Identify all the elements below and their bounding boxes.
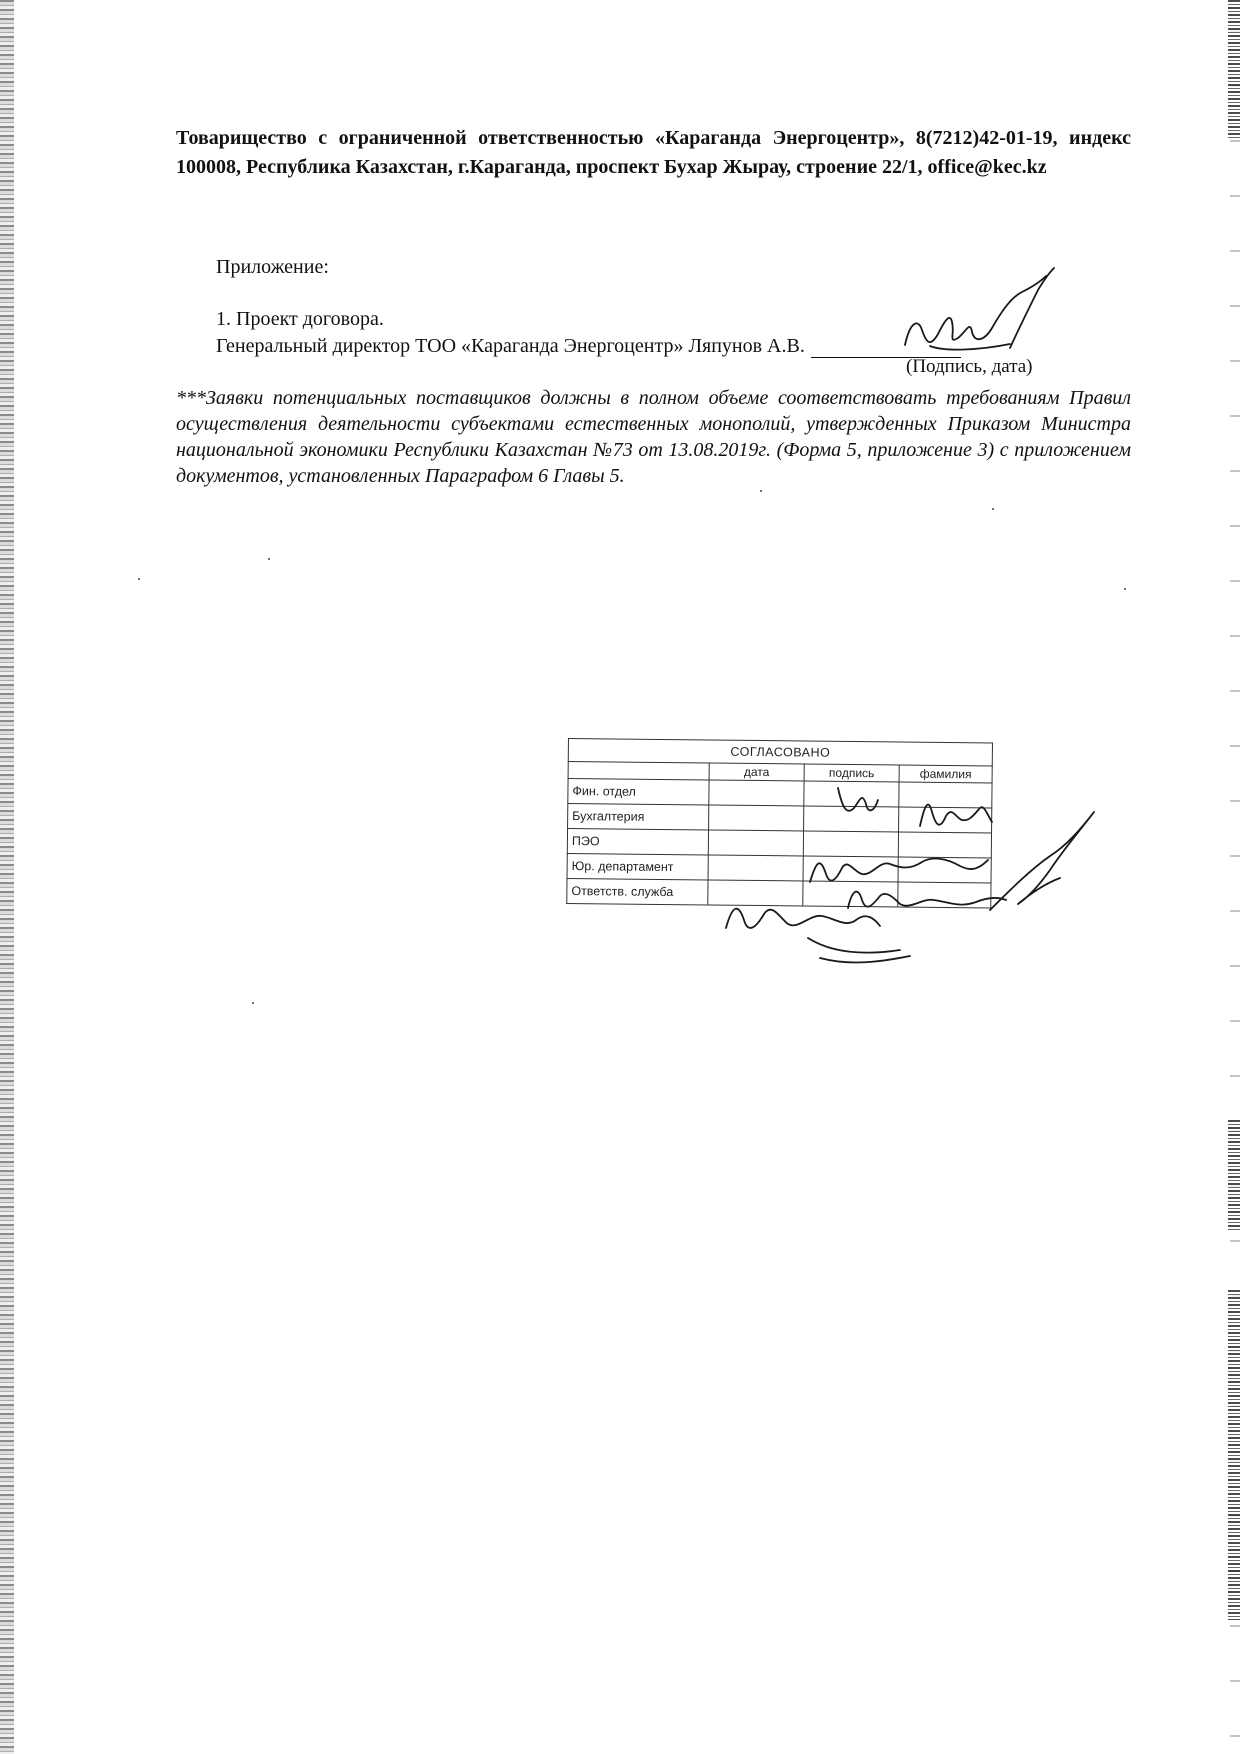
approval-cell [803,831,898,857]
approval-cell [899,807,992,833]
scan-speck [760,490,762,492]
approval-cell [708,880,803,906]
approval-cell [709,805,804,831]
scan-barcode-top [1228,0,1240,140]
approval-row-label: Юр. департамент [567,853,708,879]
scan-barcode-mid [1228,1120,1240,1230]
responsible-signature [726,909,880,928]
scan-speck [1124,588,1126,590]
approval-row-label: Фин. отдел [568,779,709,805]
responsible-signature-under [820,956,910,962]
approval-cell [803,856,898,882]
approval-cell [709,780,804,806]
approval-cell [804,781,899,807]
requirements-note: ***Заявки потенциальных поставщиков должны в полном объеме соответствовать требованиям Правил осуществления деятельности субъектами естественных монополий, утвержденных Приказом Министра национальной экономики Республики Казахстан №73 от 13.08.2019г. (Форма 5, приложение 3) с приложением документов, установленных Параграфом 6 Главы 5. [176,387,1131,487]
approval-cell [898,882,991,908]
director-signature-line [216,335,961,358]
company-header: Товарищество с ограниченной ответственностью «Караганда Энергоцентр», 8(7212)42-01-19, индекс 100008, Республика Казахстан, г.Караганда, проспект Бухар Жырау, строение 22/1, office@kec.kz [176,127,1131,178]
signature-caption: (Подпись, дата) [906,356,1033,377]
director-name: Генеральный директор ТОО «Караганда Энергоцентр» Ляпунов А.В. [216,335,805,357]
approval-cell [708,855,803,881]
attachment-item: 1. Проект договора. [216,308,384,330]
approval-title: СОГЛАСОВАНО [568,739,992,766]
approval-col-date: дата [709,763,804,781]
approval-cell [708,830,803,856]
approval-row [567,878,991,907]
scan-speck [268,558,270,560]
director-signature-stroke [1010,268,1054,348]
approval-cell [899,782,992,808]
approval-header-corner [568,762,709,780]
approval-row-label: Бухгалтерия [568,804,709,830]
approval-col-signature: подпись [804,764,899,782]
scan-barcode-bottom [1228,1290,1240,1620]
approval-row-label: ПЭО [567,829,708,855]
scan-edge-left [0,0,14,1754]
approval-cell [898,857,991,883]
approval-col-surname: фамилия [899,765,992,783]
approval-flourish [990,812,1094,910]
scan-speck [992,508,994,510]
approval-stamp [566,738,993,908]
approval-table [566,738,993,908]
scan-speck [252,1002,254,1004]
scan-speck [138,578,140,580]
attachment-heading: Приложение: [216,256,329,278]
approval-cell [804,806,899,832]
approval-row-label: Ответств. служба [567,878,708,904]
responsible-signature-tail [808,938,900,953]
approval-cell [803,881,898,907]
approval-cell [898,832,991,858]
